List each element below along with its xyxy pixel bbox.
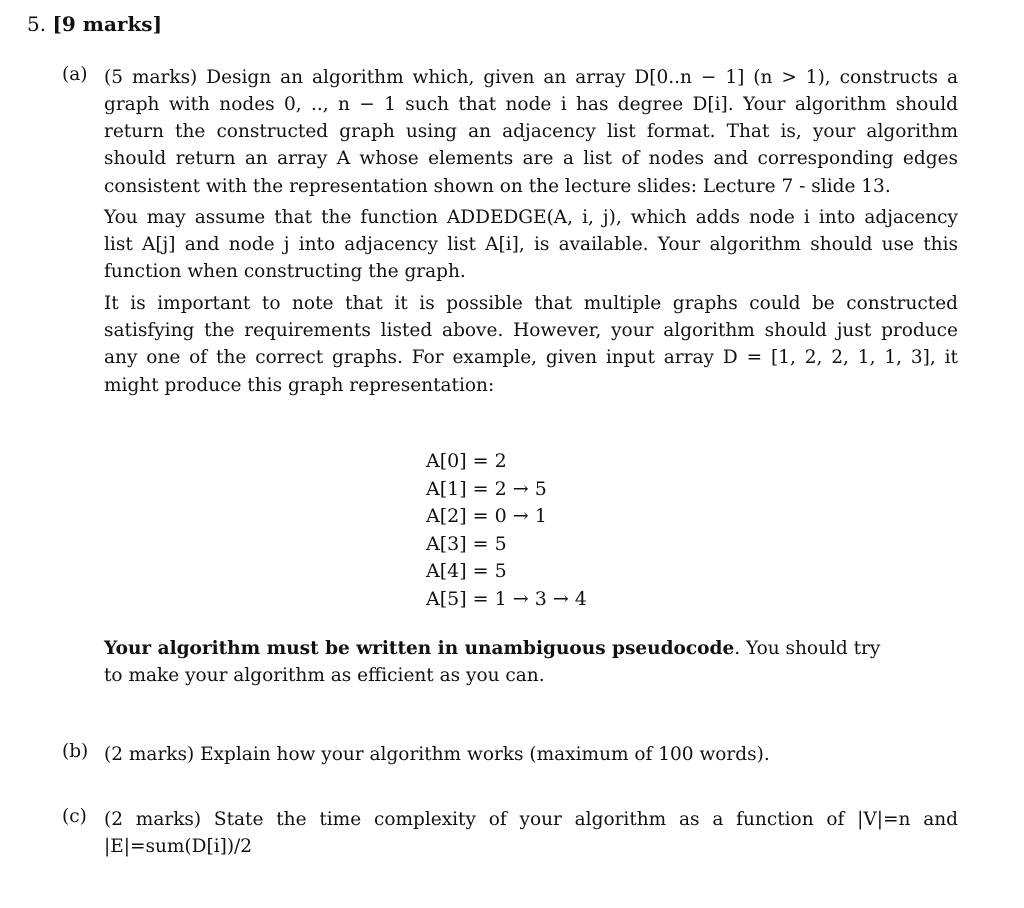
question-header xyxy=(27,12,162,36)
adjacency-row: A[1] = 2 → 5 xyxy=(426,477,547,500)
part-b-label: (b) xyxy=(62,741,89,762)
part-a-p2-line-3: function when constructing the graph. xyxy=(104,261,466,282)
pseudocode-requirement-line-1 xyxy=(104,635,958,662)
part-a-p2-line-2: list A[j] and node j into adjacency list A[i], is available. Your algorithm should use this xyxy=(104,234,958,255)
part-a-p3-line-2: satisfying the requirements listed above. However, your algorithm should just produce xyxy=(104,320,958,341)
part-c-line-2: |E|=sum(D[i])/2 xyxy=(104,836,253,857)
adjacency-row: A[5] = 1 → 3 → 4 xyxy=(426,587,587,610)
part-a-p3-line-4: might produce this graph representation: xyxy=(104,375,495,396)
part-b-text: (2 marks) Explain how your algorithm works (maximum of 100 words). xyxy=(104,744,770,765)
adjacency-row: A[2] = 0 → 1 xyxy=(426,505,547,527)
part-a-p1-line-2: graph with nodes 0, .., n − 1 such that node i has degree D[i]. Your algorithm should xyxy=(104,94,958,115)
pseudocode-requirement-bold: Your algorithm must be written in unambiguous pseudocode xyxy=(104,638,735,659)
adjacency-row: A[4] = 5 xyxy=(426,560,507,582)
question-number: 5. xyxy=(27,12,47,36)
pseudocode-requirement-line-2: to make your algorithm as efficient as you can. xyxy=(104,665,545,686)
part-a-p1-line-5: consistent with the representation shown on the lecture slides: Lecture 7 - slide 13. xyxy=(104,176,891,197)
part-a-p1-line-3: return the constructed graph using an adjacency list format. That is, your algorithm xyxy=(104,121,958,142)
adjacency-row: A[3] = 5 xyxy=(426,532,507,555)
part-a-p2-line-1: You may assume that the function ADDEDGE(A, i, j), which adds node i into adjacency xyxy=(104,207,958,228)
adjacency-list-example xyxy=(426,448,587,613)
pseudocode-requirement-rest: . You should try xyxy=(734,638,881,659)
part-a-label: (a) xyxy=(62,64,88,85)
part-c-line-1: (2 marks) State the time complexity of your algorithm as a function of |V|=n and xyxy=(104,809,958,830)
part-a-p1-line-4: should return an array A whose elements are a list of nodes and corresponding edges xyxy=(104,148,958,169)
part-c-label: (c) xyxy=(62,806,87,827)
part-a-p1-line-1: (5 marks) Design an algorithm which, given an array D[0..n − 1] (n > 1), constructs a xyxy=(104,67,958,88)
part-a-p3-line-1: It is important to note that it is possible that multiple graphs could be constructed xyxy=(104,293,958,314)
question-marks: [9 marks] xyxy=(52,12,163,36)
adjacency-row: A[0] = 2 xyxy=(426,450,507,472)
part-a-p3-line-3: any one of the correct graphs. For example, given input array D = [1, 2, 2, 1, 1, 3], it xyxy=(104,347,958,368)
